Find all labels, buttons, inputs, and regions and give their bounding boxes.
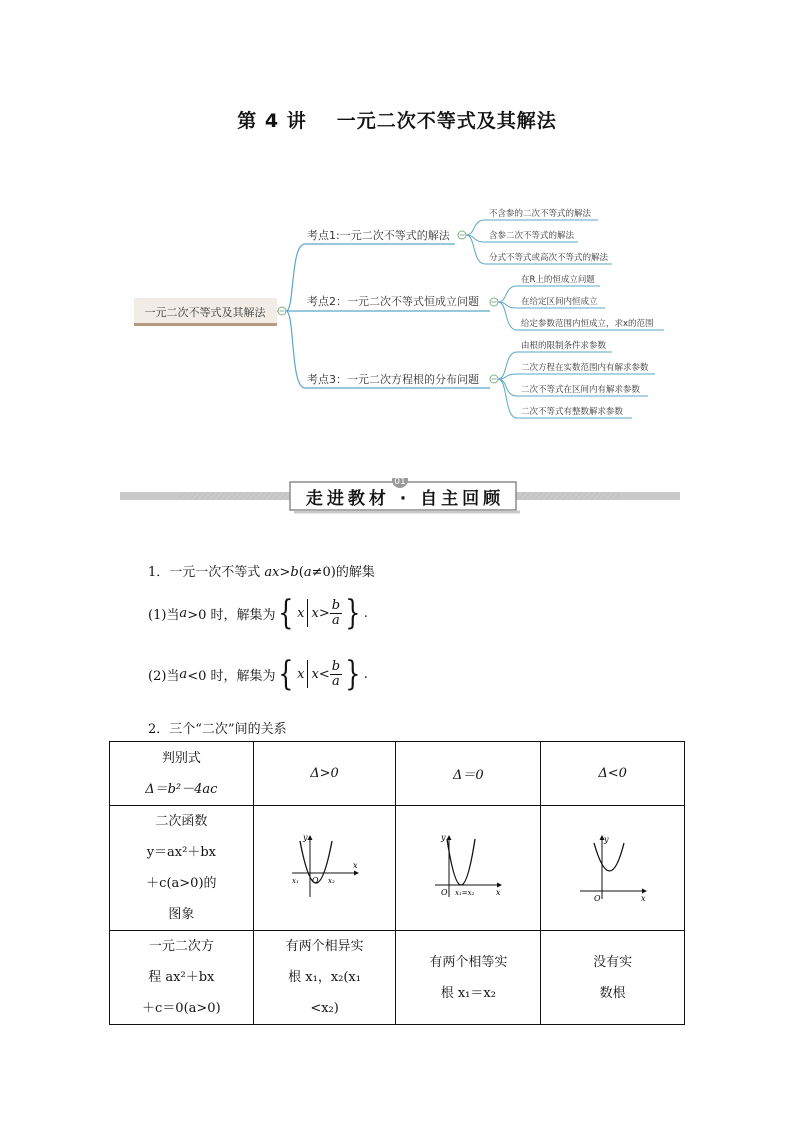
table-cell — [253, 806, 396, 931]
table-cell: 判别式 Δ＝b²－4ac — [110, 742, 254, 806]
point-1-heading: 1．一元一次不等式 ax>b(a≠0)的解集 — [148, 565, 375, 580]
relation-table — [109, 741, 685, 1025]
point-1-case-1: (1)当 a >0 时，解集为 { x x > $\frac{b}{a}$ } . — [148, 593, 368, 633]
table-row — [110, 742, 685, 806]
lecture-topic: 一元二次不等式及其解法 — [336, 110, 557, 132]
mindmap-branch-2: 考点2：一元二次不等式恒成立问题 — [307, 295, 479, 308]
table-cell — [541, 806, 685, 931]
point-2-heading: 2．三个“二次”间的关系 — [148, 722, 287, 737]
mindmap-branch-1: 考点1:一元二次不等式的解法 — [307, 229, 450, 242]
mindmap-leaf: 在R上的恒成立问题 — [521, 275, 595, 285]
mindmap-root-underline — [134, 323, 277, 326]
mindmap-leaf: 在给定区间内恒成立 — [521, 297, 598, 307]
mindmap-leaf: 由根的限制条件求参数 — [521, 341, 607, 351]
fraction: $\frac{b}{a}$ — [331, 597, 341, 628]
section-number: 01 — [394, 478, 406, 487]
table-cell: 有两个相等实 根 x₁＝x₂ — [396, 931, 541, 1025]
svg-text:y: y — [603, 835, 609, 844]
parabola-no-root-graph — [578, 833, 648, 903]
table-cell: Δ＝0 — [396, 742, 541, 806]
table-cell: 一元二次方 程 ax²＋bx ＋c＝0(a>0) — [110, 931, 254, 1025]
svg-text:O: O — [441, 888, 448, 897]
page-title — [0, 106, 794, 133]
mindmap-leaf: 分式不等式或高次不等式的解法 — [489, 253, 609, 263]
table-row — [110, 806, 685, 931]
table-cell: Δ>0 — [253, 742, 396, 806]
parabola-two-roots-graph — [290, 833, 360, 903]
mindmap-leaf: 给定参数范围内恒成立，求x的范围 — [521, 319, 654, 329]
parabola-one-root-graph — [433, 833, 503, 903]
mind-map — [0, 195, 794, 430]
svg-text:x: x — [640, 894, 646, 903]
svg-text:y: y — [302, 833, 308, 842]
fraction: $\frac{b}{a}$ — [331, 658, 341, 689]
section-title: 走进教材 · 自主回顾 — [305, 489, 505, 509]
mindmap-leaf: 不含参的二次不等式的解法 — [489, 209, 592, 219]
svg-text:x₁: x₁ — [291, 877, 299, 885]
svg-text:x₁=x₂: x₁=x₂ — [455, 889, 475, 897]
mindmap-leaf: 二次不等式在区间内有解求参数 — [521, 385, 641, 395]
svg-text:y: y — [441, 833, 446, 842]
mindmap-root: 一元二次不等式及其解法 — [144, 306, 266, 319]
mindmap-leaf: 含参二次不等式的解法 — [489, 231, 575, 241]
point-1-case-2: (2)当 a <0 时，解集为 { x x < $\frac{b}{a}$ } . — [148, 654, 368, 694]
svg-text:O: O — [311, 876, 319, 885]
mindmap-branch-3: 考点3：一元二次方程根的分布问题 — [307, 373, 479, 386]
table-cell: Δ<0 — [541, 742, 685, 806]
mindmap-leaf: 二次不等式有整数解求参数 — [521, 407, 624, 417]
svg-text:O: O — [593, 894, 601, 903]
table-row — [110, 931, 685, 1025]
table-cell — [396, 806, 541, 931]
table-cell: 没有实 数根 — [541, 931, 685, 1025]
mindmap-leaf: 二次方程在实数范围内有解求参数 — [521, 363, 649, 373]
svg-text:x: x — [352, 861, 358, 870]
table-cell: 有两个相异实 根 x₁，x₂(x₁ <x₂) — [253, 931, 396, 1025]
svg-text:x: x — [496, 888, 501, 897]
svg-text:x₂: x₂ — [327, 877, 335, 885]
lecture-number: 第 4 讲 — [237, 110, 307, 132]
table-cell: 二次函数 y＝ax²＋bx ＋c(a>0)的 图象 — [110, 806, 254, 931]
